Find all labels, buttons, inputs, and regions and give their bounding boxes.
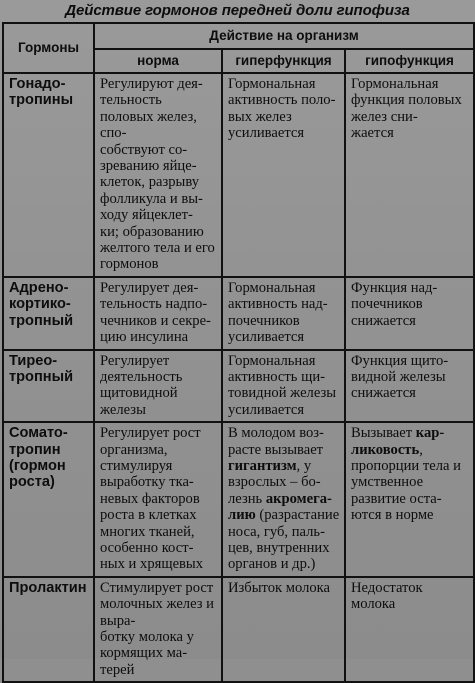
header-row bbox=[3, 23, 474, 49]
header-hyperfunction: гиперфункция bbox=[222, 49, 345, 74]
gigantism-term: гигантизм bbox=[228, 457, 297, 474]
norm-cell bbox=[94, 350, 222, 423]
dwarfism-term: кар- ликовость bbox=[351, 425, 445, 458]
hypo-text-c: , пропорции тела и умственное развитие оста- ются в норме bbox=[351, 441, 461, 524]
hypo-text: Гормональная функция половых желез сни- жается bbox=[351, 76, 462, 142]
hormones-table bbox=[2, 22, 475, 683]
hypo-cell bbox=[345, 350, 474, 423]
hyper-cell bbox=[222, 350, 345, 423]
hypo-cell bbox=[345, 277, 474, 350]
table-row bbox=[3, 277, 474, 350]
norm-text: Регулирует рост организма, стимулируя выработку тка- невых факторов роста в клетках многих тканей, особенно кост- ных и хрящевых bbox=[100, 425, 204, 573]
hypo-cell bbox=[345, 73, 474, 277]
hormone-name-text: Пролактин bbox=[9, 579, 87, 596]
hormone-name bbox=[3, 277, 94, 350]
hypo-text: Функция над- почечников снижается bbox=[351, 279, 438, 329]
norm-text: Стимулирует рост молочных желез и выра- ботку молока у кормящих ма- терей bbox=[100, 579, 214, 678]
norm-cell bbox=[94, 73, 222, 277]
table-row bbox=[3, 577, 474, 682]
hormone-name-text: Адрено- кортико- тропный bbox=[9, 279, 74, 329]
hormone-name-text: Гонадо- тропины bbox=[9, 76, 74, 109]
acromegaly-term: акромега- лию bbox=[228, 490, 332, 524]
norm-cell bbox=[94, 422, 222, 577]
hormone-name bbox=[3, 73, 94, 277]
norm-cell bbox=[94, 277, 222, 350]
hypo-text: Функция щито- видной железы снижается bbox=[351, 352, 449, 402]
header-hormones: Гормоны bbox=[3, 23, 94, 73]
hormone-name-text: Сомато- тропин (гормон роста) bbox=[9, 425, 68, 491]
norm-text: Регулирует деятельность щитовидной железы bbox=[100, 352, 183, 418]
hyper-cell bbox=[222, 577, 345, 682]
hyper-text: Гормональная активность поло- вых желез усиливается bbox=[228, 76, 336, 142]
hyper-cell bbox=[222, 73, 345, 277]
table-row bbox=[3, 422, 474, 577]
hormone-name bbox=[3, 577, 94, 682]
hyper-text: Избыток молока bbox=[228, 579, 331, 596]
header-norm: норма bbox=[94, 49, 222, 74]
hyper-text: Гормональная активность щи- товидной железы усиливается bbox=[228, 352, 337, 418]
hormone-name bbox=[3, 350, 94, 423]
hormone-name bbox=[3, 422, 94, 577]
hyper-text: Гормональная активность над- почечников усиливается bbox=[228, 279, 328, 346]
norm-text: Регулирует дея- тельность надпо- чечников и секре- цию инсулина bbox=[100, 279, 211, 346]
table-row bbox=[3, 73, 474, 277]
hormone-name-text: Тирео- тропный bbox=[9, 352, 74, 385]
hyper-text-a: В молодом воз- расте вызывает bbox=[228, 425, 324, 458]
hyper-text-e: (разрастание носа, губ, паль- цев, внутренних органов и др.) bbox=[228, 507, 340, 573]
table-row bbox=[3, 350, 474, 423]
table-title: Действие гормонов передней доли гипофиза bbox=[65, 2, 410, 19]
norm-text: Регулируют дея- тельность половых желез, спо- собствуют со- зреванию яйце- клеток, разрыву фолликула и вы- ходу яйцеклет- ки; образованию желтого тела и его гормонов bbox=[100, 76, 215, 273]
header-hypofunction: гипофункция bbox=[345, 49, 474, 74]
hyper-text-c: , у взрослых – бо- лезнь bbox=[228, 457, 321, 507]
hypo-text-a: Вызывает bbox=[351, 425, 416, 442]
header-action: Действие на организм bbox=[94, 23, 474, 49]
hypo-text: Недостаток молока bbox=[351, 579, 423, 613]
hypo-cell bbox=[345, 577, 474, 682]
hyper-cell bbox=[222, 277, 345, 350]
norm-cell bbox=[94, 577, 222, 682]
hyper-cell bbox=[222, 422, 345, 577]
hypo-cell bbox=[345, 422, 474, 577]
